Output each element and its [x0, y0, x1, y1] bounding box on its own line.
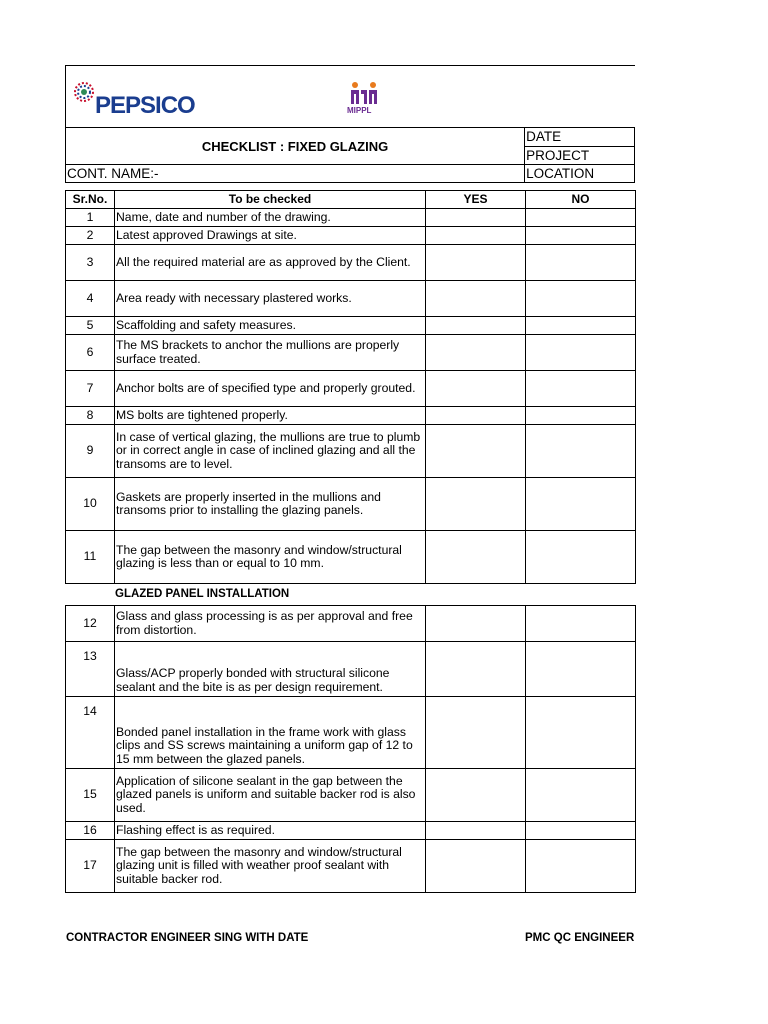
- location-label: LOCATION: [525, 165, 635, 183]
- yes-cell[interactable]: [426, 227, 526, 245]
- row-number: 9: [66, 425, 115, 478]
- row-number: 15: [66, 769, 115, 822]
- no-cell[interactable]: [526, 531, 636, 584]
- row-number: 4: [66, 281, 115, 317]
- check-item-text: Latest approved Drawings at site.: [115, 227, 426, 245]
- row-number: 6: [66, 335, 115, 371]
- glazed-panel-table: [65, 605, 636, 893]
- check-item-text: The gap between the masonry and window/structural glazing unit is filled with weather proof sealant with suitable backer rod.: [115, 840, 426, 893]
- no-cell[interactable]: [526, 209, 636, 227]
- no-cell[interactable]: [526, 478, 636, 531]
- check-item-text: Gaskets are properly inserted in the mullions and transoms prior to installing the glazing panels.: [115, 478, 426, 531]
- yes-cell[interactable]: [426, 769, 526, 822]
- checklist-row: [66, 245, 636, 281]
- no-cell[interactable]: [526, 840, 636, 893]
- check-item-text: The MS brackets to anchor the mullions are properly surface treated.: [115, 335, 426, 371]
- mippl-logo-text: MIPPL: [347, 106, 372, 115]
- no-cell[interactable]: [526, 407, 636, 425]
- row-number: 11: [66, 531, 115, 584]
- row-number: 12: [66, 606, 115, 642]
- col-header-no: NO: [526, 191, 636, 209]
- section-title: GLAZED PANEL INSTALLATION: [115, 588, 290, 600]
- pmc-engineer-label: PMC QC ENGINEER: [525, 932, 635, 944]
- checklist-row: [66, 478, 636, 531]
- yes-cell[interactable]: [426, 697, 526, 769]
- row-number: 16: [66, 822, 115, 840]
- row-number: 14: [66, 697, 115, 769]
- no-cell[interactable]: [526, 317, 636, 335]
- checklist-row: [66, 407, 636, 425]
- no-cell[interactable]: [526, 425, 636, 478]
- row-number: 8: [66, 407, 115, 425]
- checklist-body: [66, 209, 636, 584]
- row-number: 17: [66, 840, 115, 893]
- header-info-table: [65, 127, 635, 183]
- checklist-row: [66, 642, 636, 697]
- no-cell[interactable]: [526, 281, 636, 317]
- row-number: 5: [66, 317, 115, 335]
- no-cell[interactable]: [526, 642, 636, 697]
- checklist-row: [66, 317, 636, 335]
- col-header-yes: YES: [426, 191, 526, 209]
- checklist-row: [66, 209, 636, 227]
- check-item-text: Name, date and number of the drawing.: [115, 209, 426, 227]
- row-number: 7: [66, 371, 115, 407]
- checklist-row: [66, 281, 636, 317]
- no-cell[interactable]: [526, 697, 636, 769]
- no-cell[interactable]: [526, 245, 636, 281]
- check-item-text: In case of vertical glazing, the mullions are true to plumb or in correct angle in case of inclined glazing and all the transoms are to level.: [115, 425, 426, 478]
- checklist-row: [66, 822, 636, 840]
- yes-cell[interactable]: [426, 209, 526, 227]
- check-item-text: Application of silicone sealant in the gap between the glazed panels is uniform and suitable backer rod is also used.: [115, 769, 426, 822]
- checklist-row: [66, 769, 636, 822]
- checklist-table: [65, 190, 636, 584]
- checklist-row: [66, 227, 636, 245]
- check-item-text: Anchor bolts are of specified type and properly grouted.: [115, 371, 426, 407]
- no-cell[interactable]: [526, 822, 636, 840]
- checklist-row: [66, 606, 636, 642]
- check-item-text: Glass/ACP properly bonded with structural silicone sealant and the bite is as per design requirement.: [115, 642, 426, 697]
- no-cell[interactable]: [526, 371, 636, 407]
- yes-cell[interactable]: [426, 531, 526, 584]
- row-number: 13: [66, 642, 115, 697]
- col-header-item: To be checked: [115, 191, 426, 209]
- yes-cell[interactable]: [426, 371, 526, 407]
- yes-cell[interactable]: [426, 281, 526, 317]
- row-number: 10: [66, 478, 115, 531]
- yes-cell[interactable]: [426, 840, 526, 893]
- yes-cell[interactable]: [426, 822, 526, 840]
- yes-cell[interactable]: [426, 335, 526, 371]
- yes-cell[interactable]: [426, 425, 526, 478]
- check-item-text: Glass and glass processing is as per approval and free from distortion.: [115, 606, 426, 642]
- pepsico-logo: PEPSICO: [95, 92, 195, 119]
- row-number: 1: [66, 209, 115, 227]
- check-item-text: Flashing effect is as required.: [115, 822, 426, 840]
- no-cell[interactable]: [526, 769, 636, 822]
- yes-cell[interactable]: [426, 478, 526, 531]
- check-item-text: Scaffolding and safety measures.: [115, 317, 426, 335]
- check-item-text: All the required material are as approved by the Client.: [115, 245, 426, 281]
- row-number: 3: [66, 245, 115, 281]
- contractor-signature-label: CONTRACTOR ENGINEER SING WITH DATE: [66, 932, 309, 944]
- checklist-row: [66, 697, 636, 769]
- no-cell[interactable]: [526, 606, 636, 642]
- project-label: PROJECT: [525, 146, 635, 165]
- yes-cell[interactable]: [426, 606, 526, 642]
- check-item-text: MS bolts are tightened properly.: [115, 407, 426, 425]
- checklist-row: [66, 371, 636, 407]
- check-item-text: Bonded panel installation in the frame work with glass clips and SS screws maintaining a uniform gap of 12 to 15 mm between the glazed panels.: [115, 697, 426, 769]
- yes-cell[interactable]: [426, 642, 526, 697]
- date-label: DATE: [525, 128, 635, 147]
- no-cell[interactable]: [526, 335, 636, 371]
- yes-cell[interactable]: [426, 317, 526, 335]
- col-header-sr: Sr.No.: [66, 191, 115, 209]
- check-item-text: Area ready with necessary plastered works.: [115, 281, 426, 317]
- contractor-name-label: CONT. NAME:-: [66, 165, 525, 183]
- checklist-row: [66, 335, 636, 371]
- checklist-row: [66, 840, 636, 893]
- row-number: 2: [66, 227, 115, 245]
- checklist-row: [66, 531, 636, 584]
- page-title: CHECKLIST : FIXED GLAZING: [66, 128, 525, 165]
- yes-cell[interactable]: [426, 407, 526, 425]
- check-item-text: The gap between the masonry and window/structural glazing is less than or equal to 10 mm.: [115, 531, 426, 584]
- yes-cell[interactable]: [426, 245, 526, 281]
- checklist-row: [66, 425, 636, 478]
- no-cell[interactable]: [526, 227, 636, 245]
- glazed-panel-body: [66, 606, 636, 893]
